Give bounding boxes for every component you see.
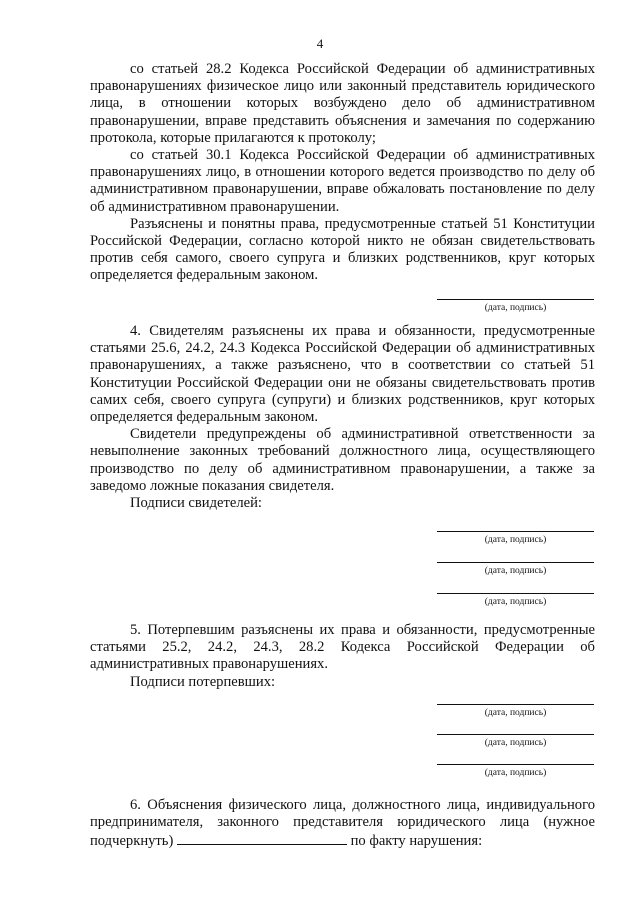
signature-underline bbox=[437, 299, 594, 300]
explanations-text: 6. Объяснения физического лица, должностного лица, индивидуального предпринимателя, законного представителя юридического лица (нужное подчеркнуть) bbox=[90, 797, 595, 850]
signature-caption: (дата, подпись) bbox=[484, 768, 547, 778]
section-victims bbox=[90, 622, 595, 691]
section-witnesses bbox=[90, 323, 595, 512]
signature-underline bbox=[437, 764, 594, 765]
signature-line-witness-3[interactable] bbox=[437, 593, 594, 615]
section-explanations bbox=[90, 797, 595, 851]
signature-caption: (дата, подпись) bbox=[484, 566, 547, 576]
signature-underline bbox=[437, 562, 594, 563]
paragraph-explanations bbox=[90, 797, 595, 851]
page-number: 4 bbox=[316, 36, 324, 51]
explanations-text-end: по факту нарушения: bbox=[346, 833, 483, 850]
paragraph-witness-rights: 4. Свидетелям разъяснены их права и обязанности, предусмотренные статьями 25.6, 24.2, 24.3 Кодекса Российской Федерации об административных правонарушениях, а также разъяснено, что в соответствии со статьей 51 Конституции Российской Федерации они не обязаны свидетельствовать против самих себя, своего супруга (супруги) и близких родственников, круг которых определяется федеральным законом. bbox=[90, 323, 595, 426]
signature-line-victim-2[interactable] bbox=[437, 734, 594, 756]
signature-line-victim-3[interactable] bbox=[437, 764, 594, 786]
paragraph-article-51: Разъяснены и понятны права, предусмотренные статьей 51 Конституции Российской Федерации, согласно которой никто не обязан свидетельствовать против себя самого, своего супруга и близких родственников, круг которых определяется федеральным законом. bbox=[90, 215, 595, 284]
signature-caption: (дата, подпись) bbox=[484, 738, 547, 748]
signature-caption: (дата, подпись) bbox=[484, 597, 547, 607]
paragraph-witness-warning: Свидетели предупреждены об административной ответственности за невыполнение законных требований должностного лица, осуществляющего производство по делу об административном правонарушении, а также за заведомо ложные показания свидетеля. bbox=[90, 426, 595, 494]
signature-caption: (дата, подпись) bbox=[484, 708, 547, 718]
signature-line-offender[interactable] bbox=[437, 299, 594, 321]
signature-line-witness-2[interactable] bbox=[437, 562, 594, 584]
witness-signatures-label: Подписи свидетелей: bbox=[130, 495, 262, 512]
signature-caption: (дата, подпись) bbox=[484, 535, 547, 545]
signature-underline bbox=[437, 531, 594, 532]
victim-signatures-label: Подписи потерпевших: bbox=[130, 673, 276, 690]
signature-caption: (дата, подпись) bbox=[484, 303, 547, 313]
signature-line-victim-1[interactable] bbox=[437, 704, 594, 726]
paragraph-article-28-2: со статьей 28.2 Кодекса Российской Федерации об административных правонарушениях физическое лицо или законный представитель юридического лица, в отношении которых возбуждено дело об административном правонарушении, вправе представить объяснения и замечания по содержанию протокола, которые прилагаются к протоколу; bbox=[90, 61, 595, 146]
paragraph-victim-rights: 5. Потерпевшим разъяснены их права и обязанности, предусмотренные статьями 25.2, 24.2, 24.3, 28.2 Кодекса Российской Федерации об административных правонарушениях. bbox=[90, 622, 595, 673]
signature-underline bbox=[437, 734, 594, 735]
fill-in-blank-field[interactable] bbox=[177, 831, 347, 845]
section-rights-explanation bbox=[90, 61, 595, 285]
signature-underline bbox=[437, 593, 594, 594]
signature-underline bbox=[437, 704, 594, 705]
paragraph-article-30-1: со статьей 30.1 Кодекса Российской Федерации об административных правонарушениях лицо, в отношении которого ведется производство по делу об административном правонарушении, вправе обжаловать постановление по делу об административном правонарушении. bbox=[90, 147, 595, 215]
signature-line-witness-1[interactable] bbox=[437, 531, 594, 553]
